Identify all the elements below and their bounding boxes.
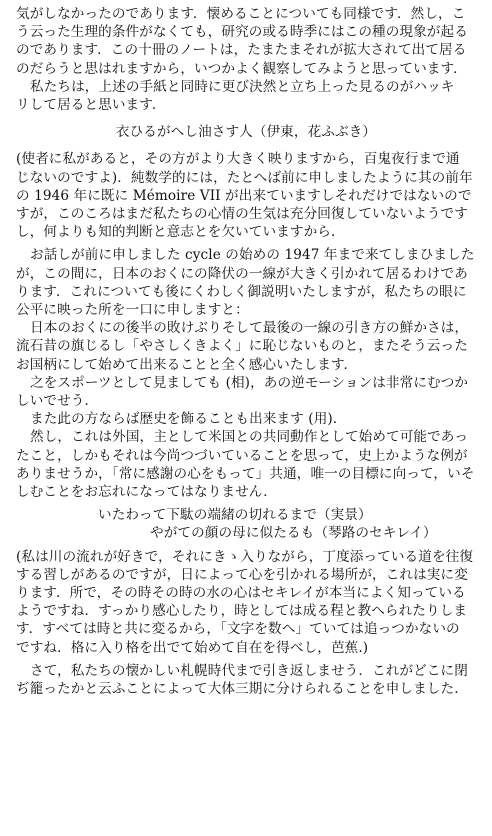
text-line: が，この間に，日本のおくにの降伏の一線が大きく引かれて居るわけであ xyxy=(16,265,468,282)
text-line: また此の方ならば歴史を飾ることも出来ます (用)． xyxy=(30,411,347,428)
text-line: のだらうと思はれますから，いつかよく観察してみようと思っています． xyxy=(16,60,467,77)
text-line: ようですね．すっかり感心したり，時としては成る程と教へられたりしま xyxy=(16,603,468,620)
text-line: リして居ると思います． xyxy=(16,97,166,113)
text-line: 私たちは，上述の手紙と同時に更び決然と立ち上った見るのがハッキ xyxy=(30,78,455,95)
text-line: たこと，しかもそれは今尚つづいていることを思って，史上かような例が xyxy=(16,447,468,464)
text-line: ですね．格に入り格を出でて始めて自在を得べし，芭蕉.) xyxy=(16,639,369,656)
text-line: ります．所で，その時その時の水の心はセキレイが本当によく知っている xyxy=(16,585,466,601)
text-line: のであります．この十冊のノートは，たまたまそれが拡大されて出て居る xyxy=(16,42,467,59)
text-line: 日本のおくにの後半の敗けぶりそして最後の一線の引き方の鮮かさは， xyxy=(30,320,469,337)
text-line: お国柄にして始めて出来ることと全く感心いたします． xyxy=(16,356,358,373)
text-line: の 1946 年に既に Mémoire VII が出来ていますしそれだけではないので xyxy=(16,187,472,204)
text-line: 之をスポーツとして見ましても (相)，あの逆モーションは非常にむつか xyxy=(30,374,469,391)
text-line: すが，このころはまだ私たちの心情の生気は充分回復していないようです xyxy=(16,206,468,222)
text-line: ありませうか，「常に感謝の心をもって」共通，唯一の目標に向って，いそ xyxy=(16,465,475,482)
text-line: する習しがあるのですが，日によって心を引かれる場所が，これは実に変 xyxy=(16,566,468,583)
text-line: さて，私たちの懐かしい札幌時代まで引き返しませう．これがどこに閉 xyxy=(30,662,468,679)
text-line: 公平に映った所を一口に申しますと： xyxy=(16,302,249,318)
text-line: す．すべては時と共に変るから，「文字を数へ」ていては追っつかないの xyxy=(16,621,460,638)
text-line: お話しが前に申しました cycle の始めの 1947 年まで来てしまひました xyxy=(30,247,475,264)
text-line: 気がしなかったのであります．懐めることについても同様です．然し，こ xyxy=(16,6,466,22)
text-line: (使者に私があると，その方がより大きく映りますから，百鬼夜行まで通 xyxy=(16,151,460,168)
text-line: 流石昔の旗じるし「やさしくきよく」に恥じないものと，またそう云った xyxy=(16,338,468,355)
text-line: しむことをお忘れになってはなりません． xyxy=(16,484,277,500)
text-line: しいでせう． xyxy=(16,393,99,409)
text-line: 然し，これは外国，主として米国との共同動作として始めて可能であっ xyxy=(30,429,469,446)
text-line: う云った生理的条件がなくても，研究の或る時季にはこの種の現象が起る xyxy=(16,24,468,41)
text-line: (私は川の流れが好きで，それにきゝ入りながら，丁度添っている道を往復 xyxy=(16,548,474,565)
poem-line: 衣ひるがへし油さす人（伊東，花ふぶき） xyxy=(115,124,377,141)
text-line: じないのですよ)．純数学的には，たとへば前に申しましたように其の前年 xyxy=(16,169,473,186)
text-line: ります．これについても後にくわしく御説明いたしますが，私たちの眼に xyxy=(16,283,467,300)
poem-line: いたわって下駄の端緒の切れるまで（実景） xyxy=(98,507,372,524)
poem-line: やがての顔の母に似たるも（琴路のセキレイ） xyxy=(150,525,437,542)
text-line: し，何よりも知的判断と意志とを欠いていますから． xyxy=(16,224,345,241)
text-line: ぢ籠ったかと云ふことによって大体三期に分けられることを申しました. xyxy=(16,681,459,697)
